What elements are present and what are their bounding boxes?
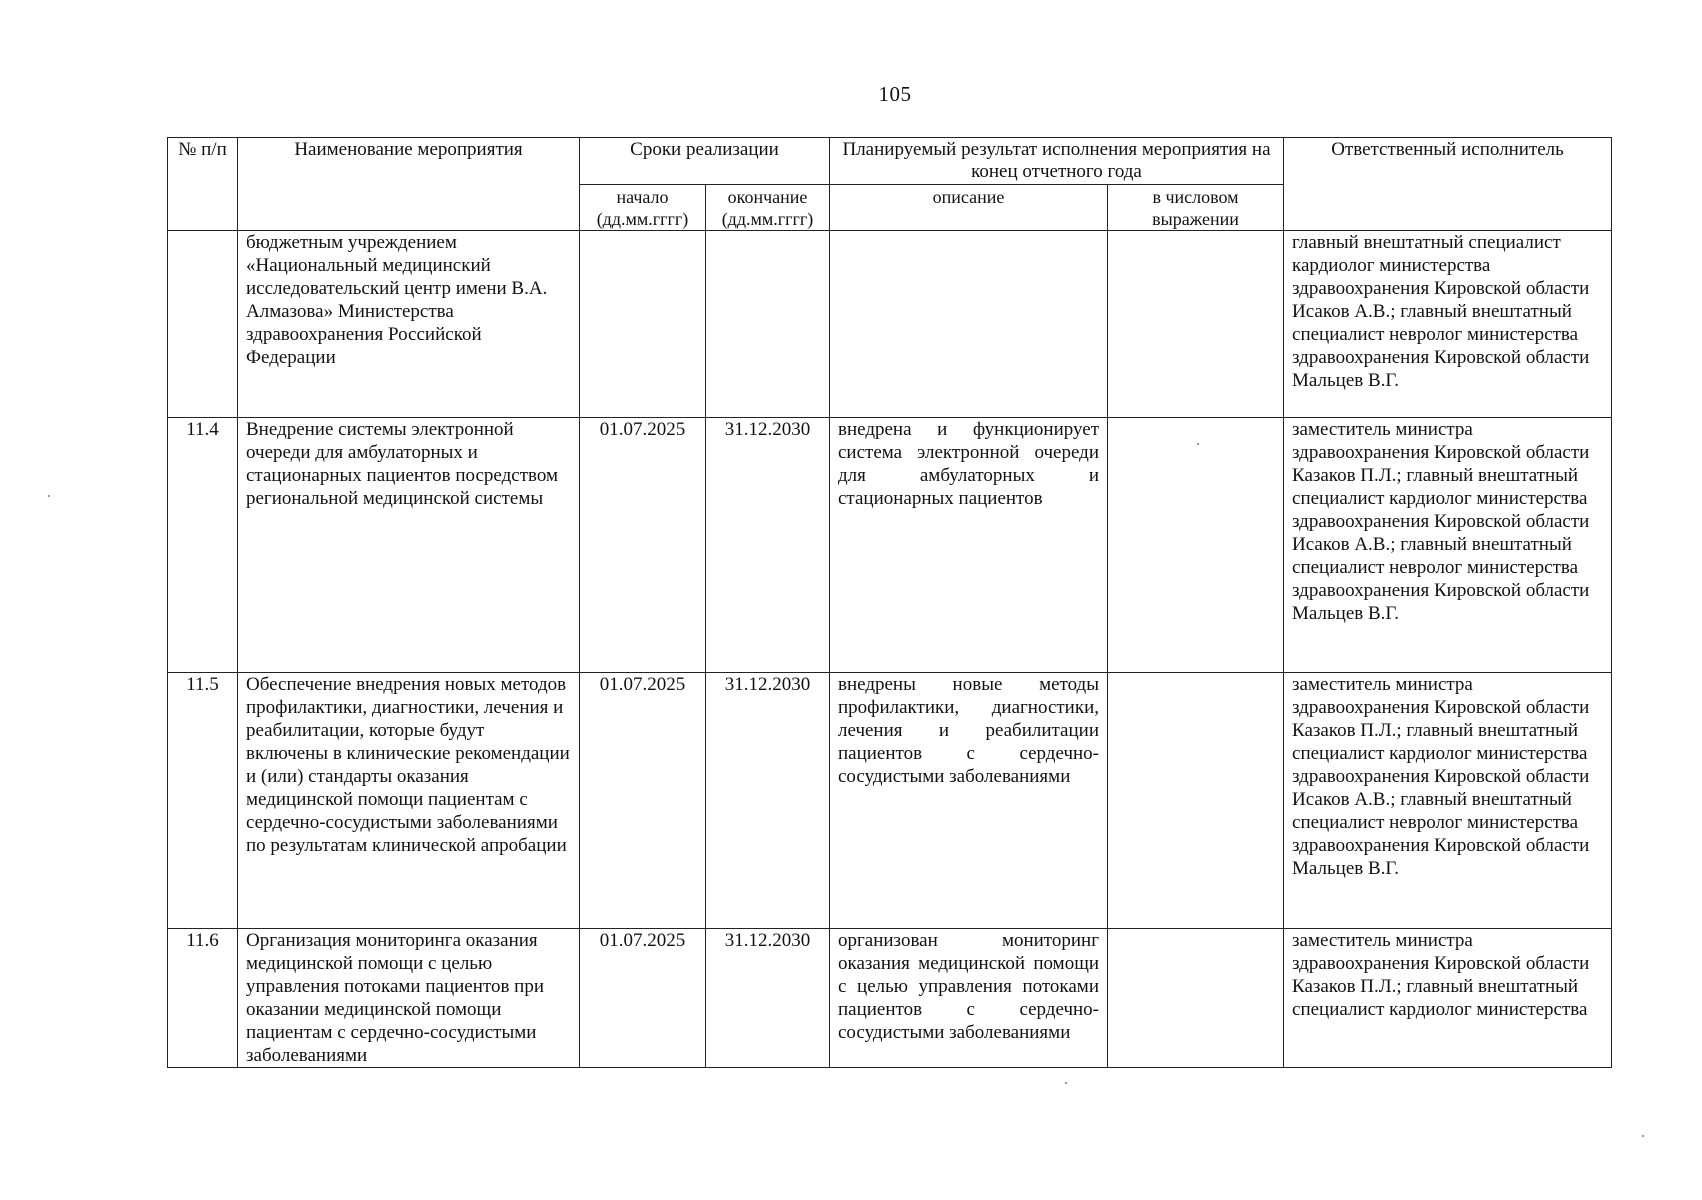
scan-speck: [1642, 1135, 1644, 1137]
row-name: Внедрение системы электронной очереди для амбулаторных и стационарных пациентов посредством региональной медицинской системы: [238, 418, 580, 673]
header-result-numeric: в числовом выражении: [1108, 185, 1284, 231]
row-name: бюджетным учреждением «Национальный медицинский исследовательский центр имени В.А. Алмазова» Министерства здравоохранения Российской Федерации: [238, 231, 580, 418]
row-description: внедрена и функционирует система электронной очереди для амбулаторных и стационарных пациентов: [830, 418, 1108, 673]
scan-speck: [1065, 1082, 1067, 1084]
row-numeric: [1108, 929, 1284, 1068]
row-name: Обеспечение внедрения новых методов профилактики, диагностики, лечения и реабилитации, которые будут включены в клинические рекомендации и (или) стандарты оказания медицинской помощи пациентам с сердечно-сосудистыми заболеваниями по результатам клинической апробации: [238, 673, 580, 929]
scan-speck: [1197, 443, 1199, 445]
row-end-date: 31.12.2030: [706, 929, 830, 1068]
header-period-end: окончание (дд.мм.гггг): [706, 185, 830, 231]
row-numeric: [1108, 418, 1284, 673]
header-result: Планируемый результат исполнения мероприятия на конец отчетного года: [830, 138, 1284, 185]
action-plan-table: [167, 137, 1612, 1068]
row-num: 11.4: [168, 418, 238, 673]
header-result-description: описание: [830, 185, 1108, 231]
row-num: 11.6: [168, 929, 238, 1068]
row-start-date: 01.07.2025: [580, 418, 706, 673]
row-end-date: [706, 231, 830, 418]
row-responsible: заместитель министра здравоохранения Кировской области Казаков П.Л.; главный внештатный специалист кардиолог министерства здравоохранения Кировской области Исаков А.В.; главный внештатный специалист невролог министерства здравоохранения Кировской области Мальцев В.Г.: [1284, 673, 1612, 929]
table-row: [168, 418, 1612, 673]
row-end-date: 31.12.2030: [706, 418, 830, 673]
table-header: [168, 138, 1612, 231]
row-start-date: 01.07.2025: [580, 673, 706, 929]
scan-speck: [48, 495, 50, 497]
table-row: [168, 929, 1612, 1068]
row-start-date: 01.07.2025: [580, 929, 706, 1068]
header-period: Сроки реализации: [580, 138, 830, 185]
page-number: 105: [878, 82, 912, 106]
row-numeric: [1108, 673, 1284, 929]
row-num: [168, 231, 238, 418]
table-row: [168, 231, 1612, 418]
row-responsible: главный внештатный специалист кардиолог министерства здравоохранения Кировской области Исаков А.В.; главный внештатный специалист невролог министерства здравоохранения Кировской области Мальцев В.Г.: [1284, 231, 1612, 418]
row-name: Организация мониторинга оказания медицинской помощи с целью управления потоками пациентов при оказании медицинской помощи пациентам с сердечно-сосудистыми заболеваниями: [238, 929, 580, 1068]
row-num: 11.5: [168, 673, 238, 929]
table-row: [168, 673, 1612, 929]
row-description: [830, 231, 1108, 418]
row-numeric: [1108, 231, 1284, 418]
row-responsible: заместитель министра здравоохранения Кировской области Казаков П.Л.; главный внештатный специалист кардиолог министерства: [1284, 929, 1612, 1068]
row-description: организован мониторинг оказания медицинской помощи с целью управления потоками пациентов с сердечно-сосудистыми заболеваниями: [830, 929, 1108, 1068]
header-responsible: Ответственный исполнитель: [1284, 138, 1612, 231]
header-name: Наименование мероприятия: [238, 138, 580, 231]
header-num: № п/п: [168, 138, 238, 231]
row-start-date: [580, 231, 706, 418]
header-period-start: начало (дд.мм.гггг): [580, 185, 706, 231]
row-responsible: заместитель министра здравоохранения Кировской области Казаков П.Л.; главный внештатный специалист кардиолог министерства здравоохранения Кировской области Исаков А.В.; главный внештатный специалист невролог министерства здравоохранения Кировской области Мальцев В.Г.: [1284, 418, 1612, 673]
table-body: [168, 231, 1612, 1068]
row-end-date: 31.12.2030: [706, 673, 830, 929]
row-description: внедрены новые методы профилактики, диагностики, лечения и реабилитации пациентов с сердечно-сосудистыми заболеваниями: [830, 673, 1108, 929]
